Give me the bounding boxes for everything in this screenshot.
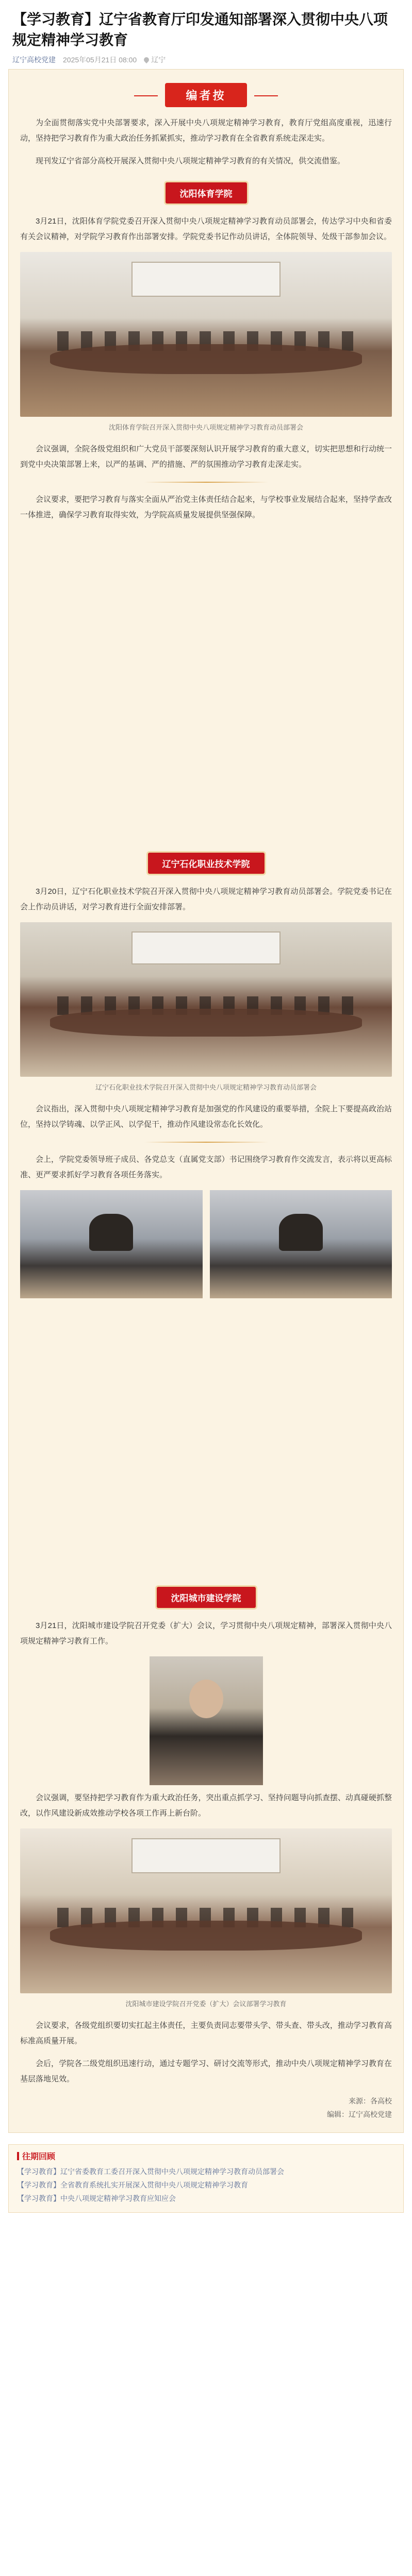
divider — [20, 1142, 392, 1143]
article-meta — [0, 50, 412, 69]
photo-caption: 沈阳体育学院召开深入贯彻中央八项规定精神学习教育动员部署会 — [108, 423, 303, 431]
meeting-photo — [20, 922, 392, 1077]
section-paragraph: 会议要求，各级党组织要切实扛起主体责任，主要负责同志要带头学、带头查、带头改，推动学习教育高标准高质量开展。 — [20, 2021, 392, 2045]
accent-bar-icon — [17, 2152, 19, 2160]
speaker-photos — [20, 1190, 392, 1298]
section-head-3 — [20, 1587, 392, 1608]
section-title: 辽宁石化职业技术学院 — [148, 853, 265, 874]
publish-date: 2025年05月21日 08:00 — [63, 56, 137, 64]
speaker-photo — [210, 1190, 392, 1298]
related-link[interactable]: 【学习教育】全省教育系统扎实开展深入贯彻中央八项规定精神学习教育 — [17, 2181, 248, 2189]
meeting-photo — [20, 1828, 392, 1993]
section-head-2 — [20, 853, 392, 874]
section-paragraph: 会议强调，全院各级党组织和广大党员干部要深刻认识开展学习教育的重大意义，切实把思想和行动统一到党中央决策部署上来，以严的基调、严的措施、严的氛围推动学习教育走深走实。 — [20, 445, 392, 469]
related-link[interactable]: 【学习教育】中央八项规定精神学习教育应知应会 — [17, 2194, 176, 2202]
author-link[interactable]: 辽宁高校党建 — [12, 56, 56, 64]
related-articles — [8, 2144, 404, 2213]
section-paragraph: 3月21日，沈阳城市建设学院召开党委（扩大）会议，学习贯彻中央八项规定精神，部署深入贯彻中央八项规定精神学习教育工作。 — [20, 1621, 392, 1646]
intro-paragraph-2: 现刊发辽宁省部分高校开展深入贯彻中央八项规定精神学习教育的有关情况，供交流借鉴。 — [36, 157, 345, 165]
location-pin-icon — [143, 56, 150, 63]
spacer — [20, 1306, 392, 1573]
location-text: 辽宁 — [151, 56, 166, 64]
meeting-photo — [20, 252, 392, 417]
section-paragraph: 会议强调，要坚持把学习教育作为重大政治任务，突出重点抓学习、坚持问题导向抓查摆、动真碰硬抓整改，以作风建设新成效推动学校各项工作再上新台阶。 — [20, 1793, 392, 1818]
divider — [20, 482, 392, 483]
article-body — [8, 69, 404, 2133]
editor-note-label: 编者按 — [165, 83, 246, 107]
section-paragraph: 会后，学院各二级党组织迅速行动，通过专题学习、研讨交流等形式，推动中央八项规定精神学习教育在基层落地见效。 — [20, 2059, 392, 2083]
speaker-portrait — [150, 1656, 263, 1785]
location — [144, 55, 166, 65]
article-title: 【学习教育】辽宁省教育厅印发通知部署深入贯彻中央八项规定精神学习教育 — [12, 11, 388, 48]
related-title: 往期回顾 — [22, 2153, 56, 2161]
section-paragraph: 会议要求，要把学习教育与落实全面从严治党主体责任结合起来，与学校事业发展结合起来，坚持学查改一体推进，确保学习教育取得实效，为学院高质量发展提供坚强保障。 — [20, 495, 392, 519]
section-head-1 — [20, 182, 392, 204]
section-paragraph: 会上，学院党委领导班子成员、各党总支（直属党支部）书记围绕学习教育作交流发言，表示将以更高标准、更严要求抓好学习教育各项任务落实。 — [20, 1155, 392, 1179]
section-paragraph: 3月21日，沈阳体育学院党委召开深入贯彻中央八项规定精神学习教育动员部署会，传达学习中央和省委有关会议精神，对学院学习教育作出部署安排。学院党委书记作动员讲话，全体院领导、处级干部参加会议。 — [20, 217, 392, 241]
article-signature: 来源：各高校 编辑：辽宁高校党建 — [327, 2097, 392, 2119]
editor-note-banner — [20, 83, 392, 107]
photo-caption: 沈阳城市建设学院召开党委（扩大）会议部署学习教育 — [125, 2000, 287, 2008]
section-paragraph: 3月20日，辽宁石化职业技术学院召开深入贯彻中央八项规定精神学习教育动员部署会。学院党委书记在会上作动员讲话，对学习教育进行全面安排部署。 — [20, 887, 392, 911]
speaker-photo — [20, 1190, 203, 1298]
section-paragraph: 会议指出，深入贯彻中央八项规定精神学习教育是加强党的作风建设的重要举措，全院上下要提高政治站位，坚持以学铸魂、以学正风、以学促干，推动作风建设常态化长效化。 — [20, 1105, 392, 1129]
section-title: 沈阳城市建设学院 — [157, 1587, 256, 1608]
related-link[interactable]: 【学习教育】辽宁省委教育工委召开深入贯彻中央八项规定精神学习教育动员部署会 — [17, 2167, 284, 2176]
spacer — [20, 530, 392, 839]
intro-paragraph: 为全面贯彻落实党中央部署要求，深入开展中央八项规定精神学习教育，教育厅党组高度重视，迅速行动，坚持把学习教育作为重大政治任务抓紧抓实，推动学习教育在全省教育系统走深走实。 — [20, 118, 392, 143]
section-title: 沈阳体育学院 — [166, 182, 247, 204]
related-head — [17, 2150, 395, 2162]
photo-caption: 辽宁石化职业技术学院召开深入贯彻中央八项规定精神学习教育动员部署会 — [95, 1083, 317, 1091]
